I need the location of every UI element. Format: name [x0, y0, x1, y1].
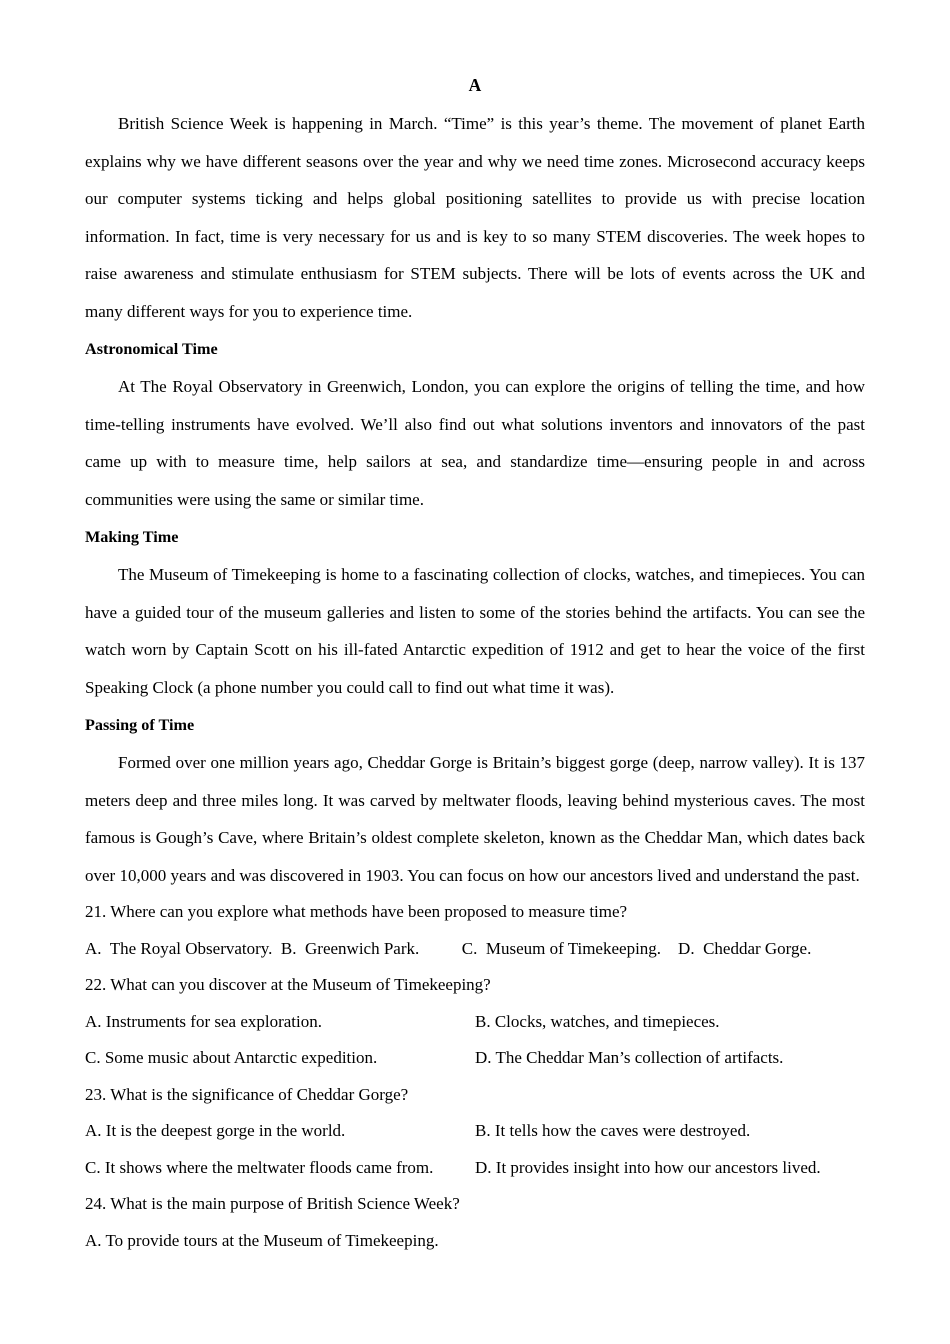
- question-22-stem: 22. What can you discover at the Museum of Timekeeping?: [85, 975, 491, 995]
- question-21: [85, 894, 865, 967]
- question-23-option-a[interactable]: A. It is the deepest gorge in the world.: [85, 1121, 346, 1141]
- question-22-options-row-1: [85, 1004, 865, 1041]
- question-24: [85, 1186, 865, 1259]
- section-heading-making-time: Making Time: [85, 527, 179, 546]
- question-22-options-row-2: [85, 1040, 865, 1077]
- section-heading-passing-of-time: Passing of Time: [85, 715, 195, 734]
- question-23-option-d[interactable]: D. It provides insight into how our ancestors lived.: [475, 1157, 821, 1177]
- question-21-stem: 21. Where can you explore what methods have been proposed to measure time?: [85, 902, 628, 922]
- question-22-option-b[interactable]: B. Clocks, watches, and timepieces.: [475, 1011, 720, 1031]
- page-title: A: [468, 75, 482, 95]
- question-21-options[interactable]: A. The Royal Observatory. B. Greenwich Park. C. Museum of Timekeeping. D. Cheddar Gorge.: [85, 938, 812, 958]
- question-22-option-c[interactable]: C. Some music about Antarctic expedition.: [85, 1048, 378, 1068]
- question-23-options-row-2: [85, 1150, 865, 1187]
- section-paragraph-passing-of-time: Formed over one million years ago, Cheddar Gorge is Britain’s biggest gorge (deep, narrow valley). It is 137 meters deep and three miles long. It was carved by meltwater floods, leaving behind mysterious caves. The most famous is Gough’s Cave, where Britain’s oldest complete skeleton, known as the Cheddar Man, which dates back over 10,000 years and was discovered in 1903. You can focus on how our ancestors lived and understand the past.: [85, 753, 865, 885]
- question-24-option-a[interactable]: A. To provide tours at the Museum of Timekeeping.: [85, 1230, 439, 1250]
- question-23-option-b[interactable]: B. It tells how the caves were destroyed.: [475, 1121, 751, 1141]
- question-24-stem: 24. What is the main purpose of British Science Week?: [85, 1194, 460, 1214]
- question-23-option-c[interactable]: C. It shows where the meltwater floods came from.: [85, 1157, 434, 1177]
- question-22: [85, 967, 865, 1077]
- question-23-stem: 23. What is the significance of Cheddar Gorge?: [85, 1084, 409, 1104]
- document-content: [85, 70, 865, 1259]
- section-heading-astronomical-time: Astronomical Time: [85, 339, 218, 358]
- question-23-options-row-1: [85, 1113, 865, 1150]
- intro-paragraph: British Science Week is happening in March. “Time” is this year’s theme. The movement of planet Earth explains why we have different seasons over the year and why we need time zones. Microsecond accuracy keeps our computer systems ticking and helps global positioning satellites to provide us with precise location information. In fact, time is very necessary for us and is key to so many STEM discoveries. The week hopes to raise awareness and stimulate enthusiasm for STEM subjects. There will be lots of events across the UK and many different ways for you to experience time.: [85, 114, 865, 321]
- question-23: [85, 1077, 865, 1187]
- section-paragraph-astronomical-time: At The Royal Observatory in Greenwich, London, you can explore the origins of telling the time, and how time-telling instruments have evolved. We’ll also find out what solutions inventors and innovators of the past came up with to measure time, help sailors at sea, and standardize time—ensuring people in and across communities were using the same or similar time.: [85, 377, 865, 509]
- question-22-option-a[interactable]: A. Instruments for sea exploration.: [85, 1011, 322, 1031]
- section-paragraph-making-time: The Museum of Timekeeping is home to a fascinating collection of clocks, watches, and timepieces. You can have a guided tour of the museum galleries and listen to some of the stories behind the artifacts. You can see the watch worn by Captain Scott on his ill-fated Antarctic expedition of 1912 and get to hear the voice of the first Speaking Clock (a phone number you could call to find out what time it was).: [85, 565, 865, 697]
- question-22-option-d[interactable]: D. The Cheddar Man’s collection of artifacts.: [475, 1048, 784, 1068]
